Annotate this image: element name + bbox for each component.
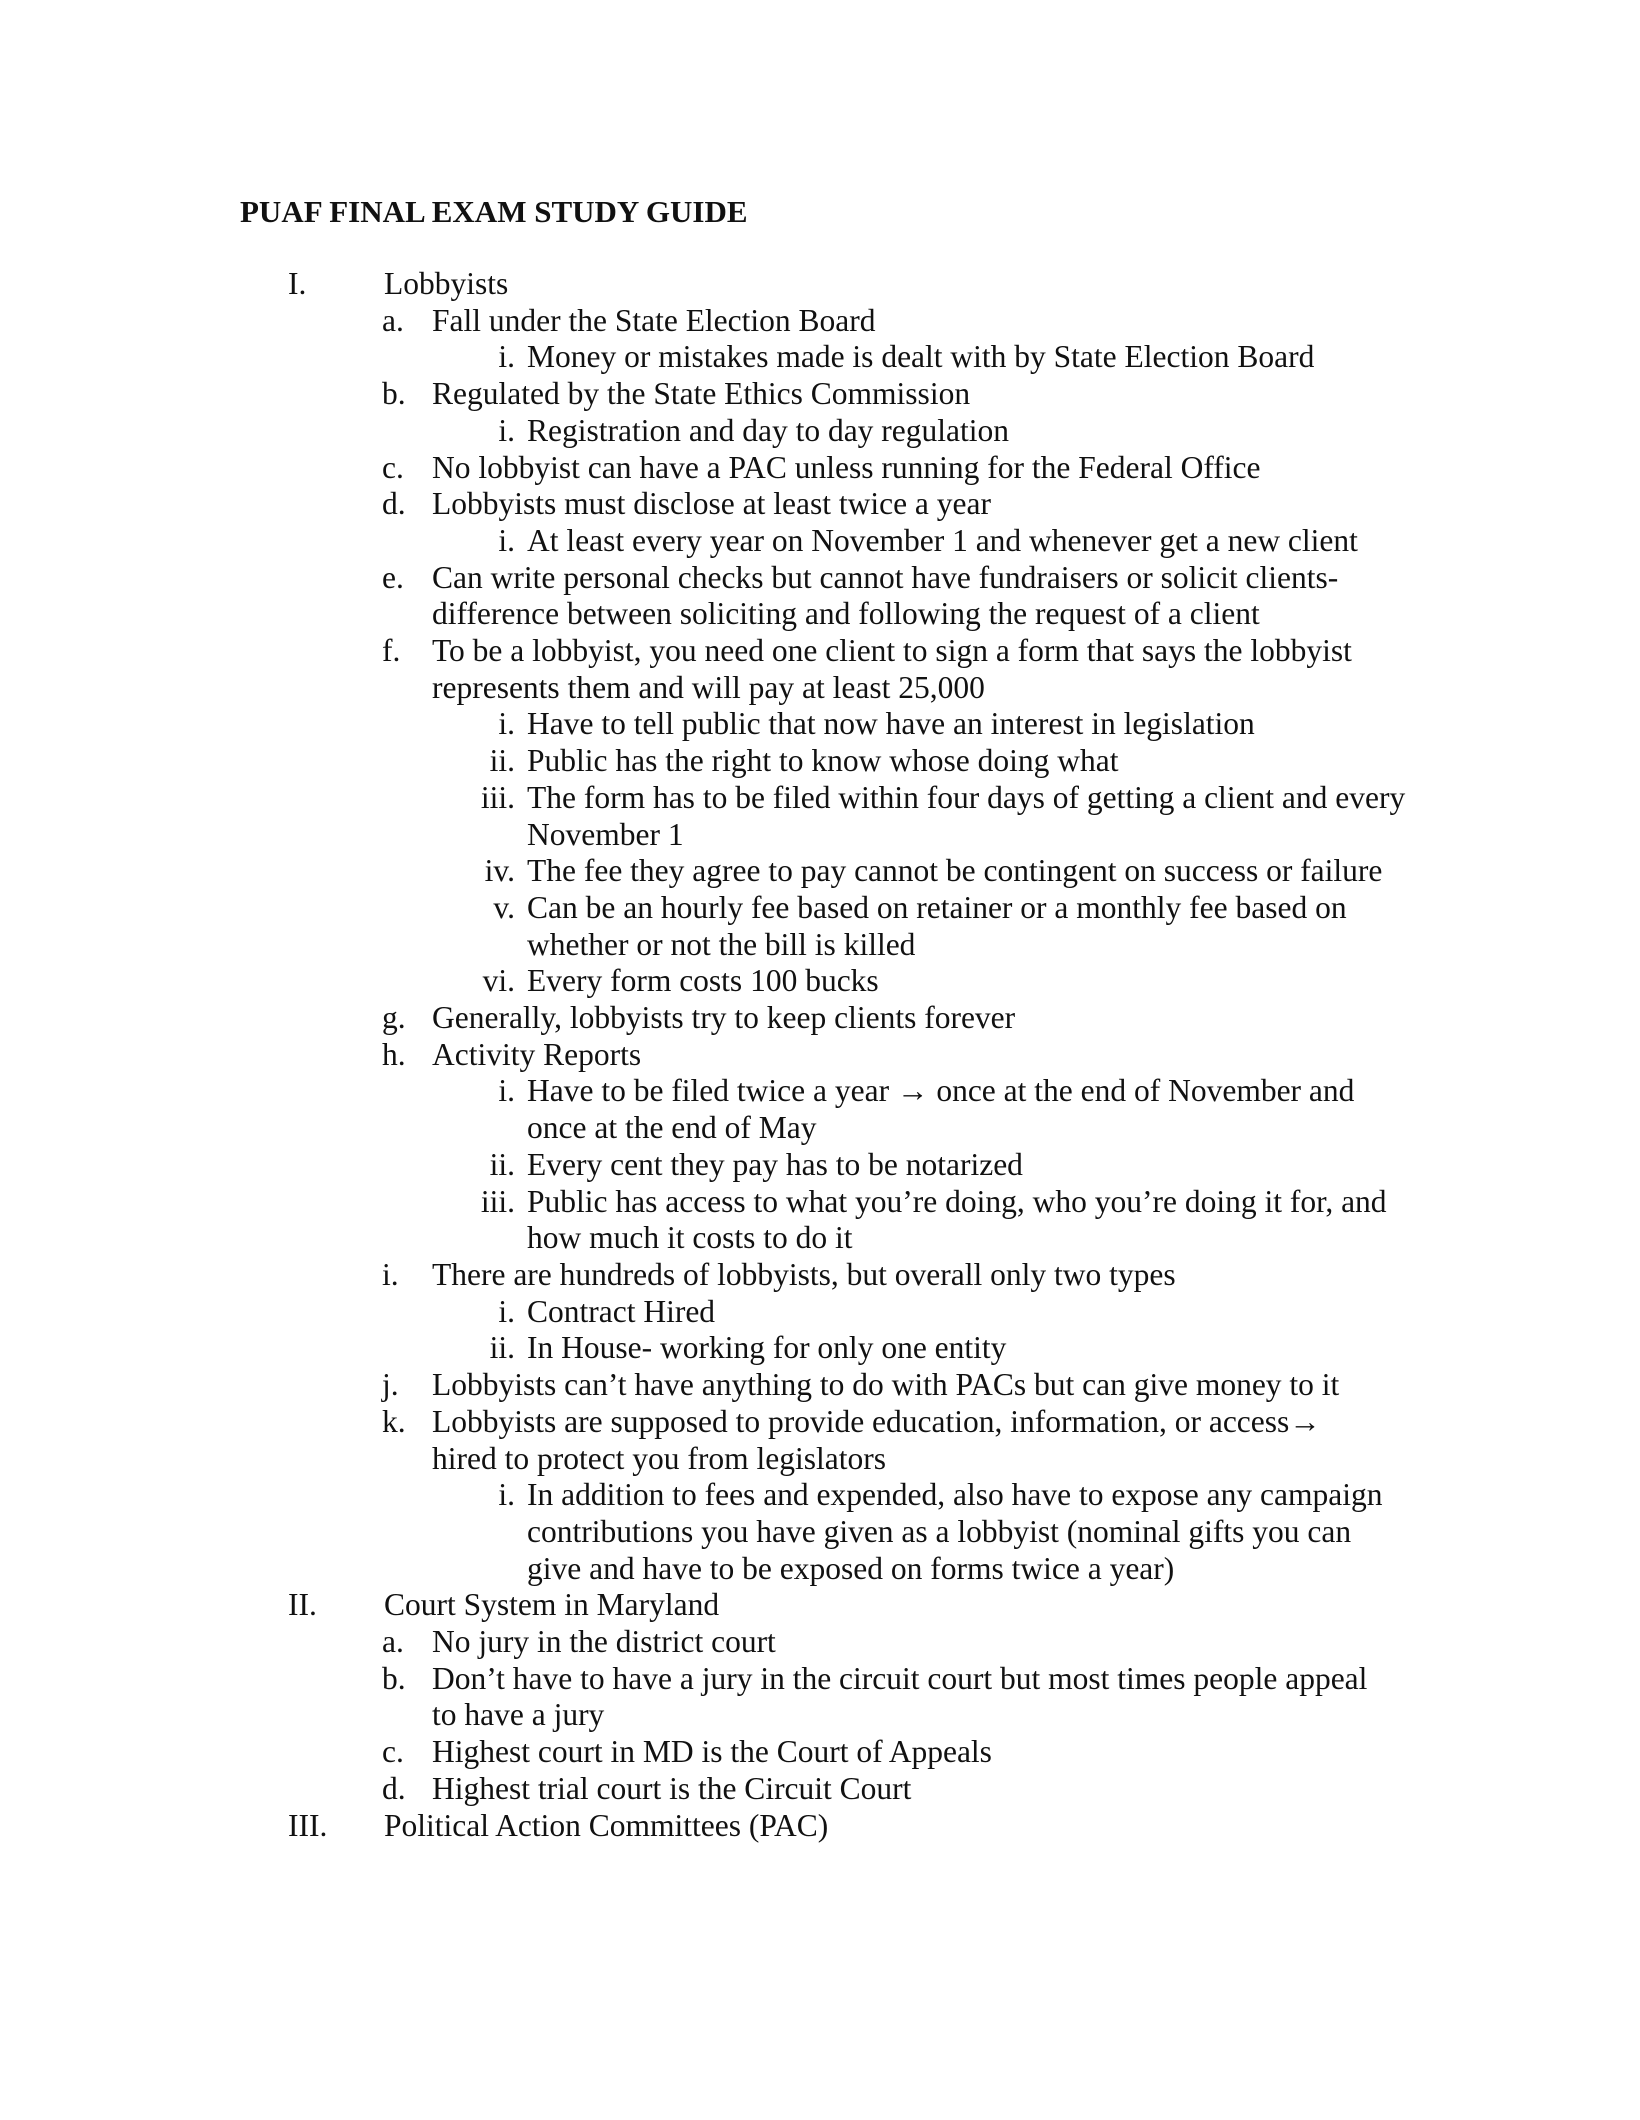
list-item (382, 1770, 1392, 1808)
list-marker: f. (382, 633, 401, 669)
list-marker: a. (382, 302, 404, 338)
list-item-text: Have to tell public that now have an interest in legislation (527, 706, 1255, 742)
list-marker: c. (382, 1734, 404, 1770)
list-item (382, 1734, 1392, 1771)
list-item-text: In House- working for only one entity (527, 1330, 1007, 1366)
list-marker: i. (498, 339, 515, 375)
sub-list-item (480, 1183, 1407, 1257)
list-item-text: Can be an hourly fee based on retainer or a monthly fee based on whether or not the bill is killed (527, 889, 1347, 962)
list-item-text: Don’t have to have a jury in the circuit court but most times people appeal to have a jury (432, 1660, 1368, 1733)
list-marker: c. (382, 449, 404, 485)
list-item (382, 1403, 1392, 1477)
section-heading (288, 266, 1384, 303)
section-heading (288, 1587, 1384, 1624)
list-marker: d. (382, 486, 406, 522)
list-item-text: Contract Hired (527, 1293, 716, 1329)
list-item-text: Registration and day to day regulation (527, 412, 1010, 448)
list-marker: v. (493, 889, 515, 925)
list-item-text: Highest trial court is the Circuit Court (432, 1770, 912, 1806)
list-item-text: Activity Reports (432, 1036, 642, 1072)
list-marker: e. (382, 559, 404, 595)
list-marker: b. (382, 376, 406, 412)
list-marker: iii. (480, 779, 515, 815)
section-heading (288, 1807, 1384, 1845)
sub-list-item (498, 1073, 1407, 1146)
list-marker: iv. (484, 853, 515, 889)
list-marker: I. (288, 266, 307, 301)
list-marker: ii. (489, 1146, 515, 1182)
list-marker: ii. (489, 743, 515, 779)
sub-list-item (498, 522, 1407, 560)
list-item-text: Generally, lobbyists try to keep clients forever (432, 1000, 1016, 1036)
list-marker: i. (382, 1256, 399, 1292)
list-item (382, 1256, 1392, 1294)
list-item-text: There are hundreds of lobbyists, but overall only two types (432, 1256, 1176, 1292)
list-item-text: The form has to be filed within four days of getting a client and every November 1 (527, 779, 1406, 852)
list-item-text: Court System in Maryland (384, 1587, 720, 1623)
list-marker: d. (382, 1770, 406, 1806)
list-item (382, 449, 1392, 487)
list-marker: vi. (482, 963, 515, 999)
sub-list-item (482, 963, 1407, 1000)
list-item-text: The fee they agree to pay cannot be contingent on success or failure (527, 853, 1383, 889)
page-title: PUAF FINAL EXAM STUDY GUIDE (240, 194, 748, 229)
list-marker: g. (382, 1000, 406, 1036)
list-item (382, 376, 1392, 413)
list-item-text: At least every year on November 1 and whenever get a new client (527, 522, 1358, 558)
list-item (382, 1036, 1392, 1074)
list-item-text: No lobbyist can have a PAC unless running for the Federal Office (432, 449, 1261, 485)
list-marker: j. (382, 1367, 399, 1403)
sub-list-item (498, 412, 1407, 450)
list-marker: h. (382, 1036, 406, 1072)
list-item-text: Public has the right to know whose doing what (527, 743, 1119, 779)
list-marker: II. (288, 1587, 317, 1623)
list-item-text: Every cent they pay has to be notarized (527, 1146, 1023, 1182)
list-marker: i. (498, 412, 515, 448)
list-item-text: No jury in the district court (432, 1624, 776, 1660)
list-marker: i. (498, 1073, 515, 1109)
sub-list-item (480, 779, 1407, 853)
sub-list-item (498, 1477, 1407, 1587)
list-marker: a. (382, 1624, 404, 1660)
list-item (382, 1660, 1392, 1734)
list-item-text: Fall under the State Election Board (432, 302, 876, 338)
sub-list-item (498, 1293, 1407, 1331)
list-item-text: Political Action Committees (PAC) (384, 1807, 829, 1843)
outline (0, 266, 1640, 1844)
list-marker: iii. (480, 1183, 515, 1219)
sub-list-item (489, 1146, 1407, 1184)
list-marker: i. (498, 706, 515, 742)
list-item-text: Public has access to what you’re doing, who you’re doing it for, and how much it costs to do it (527, 1183, 1387, 1256)
list-marker: k. (382, 1403, 406, 1439)
list-item-text: To be a lobbyist, you need one client to sign a form that says the lobbyist represents them and will pay at least 25,000 (432, 633, 1352, 705)
list-item-text: Regulated by the State Ethics Commission (432, 376, 971, 412)
list-item-text: In addition to fees and expended, also have to expose any campaign contributions you have given as a lobbyist (nominal gifts you can give and have to be exposed on forms twice a year) (527, 1477, 1383, 1586)
list-item (382, 1367, 1392, 1404)
list-item-text: Lobbyists (384, 266, 509, 301)
list-item (382, 1624, 1392, 1661)
list-item (382, 1000, 1392, 1037)
list-marker: i. (498, 1293, 515, 1329)
list-item-text: Lobbyists must disclose at least twice a year (432, 486, 991, 522)
list-marker: b. (382, 1660, 406, 1696)
list-item-text: Lobbyists can’t have anything to do with PACs but can give money to it (432, 1367, 1340, 1403)
sub-list-item (484, 853, 1407, 890)
list-item-text: Highest court in MD is the Court of Appeals (432, 1734, 992, 1770)
sub-list-item (498, 706, 1407, 743)
list-item-text: Have to be filed twice a year → once at the end of November and once at the end of May (527, 1073, 1355, 1146)
list-item (382, 633, 1392, 706)
sub-list-item (489, 743, 1407, 780)
list-marker: i. (498, 1477, 515, 1513)
list-item (382, 486, 1392, 523)
list-item-text: Lobbyists are supposed to provide education, information, or access→ hired to protect you from legislators (432, 1403, 1321, 1476)
list-item (382, 559, 1392, 633)
list-item (382, 302, 1392, 340)
sub-list-item (498, 339, 1407, 376)
list-item-text: Money or mistakes made is dealt with by State Election Board (527, 339, 1315, 375)
list-item-text: Every form costs 100 bucks (527, 963, 879, 999)
sub-list-item (493, 889, 1407, 963)
list-marker: i. (498, 522, 515, 558)
sub-list-item (489, 1330, 1407, 1367)
list-item-text: Can write personal checks but cannot have fundraisers or solicit clients- difference between soliciting and following the request of a client (432, 559, 1339, 632)
list-marker: ii. (489, 1330, 515, 1366)
list-marker: III. (288, 1807, 328, 1843)
